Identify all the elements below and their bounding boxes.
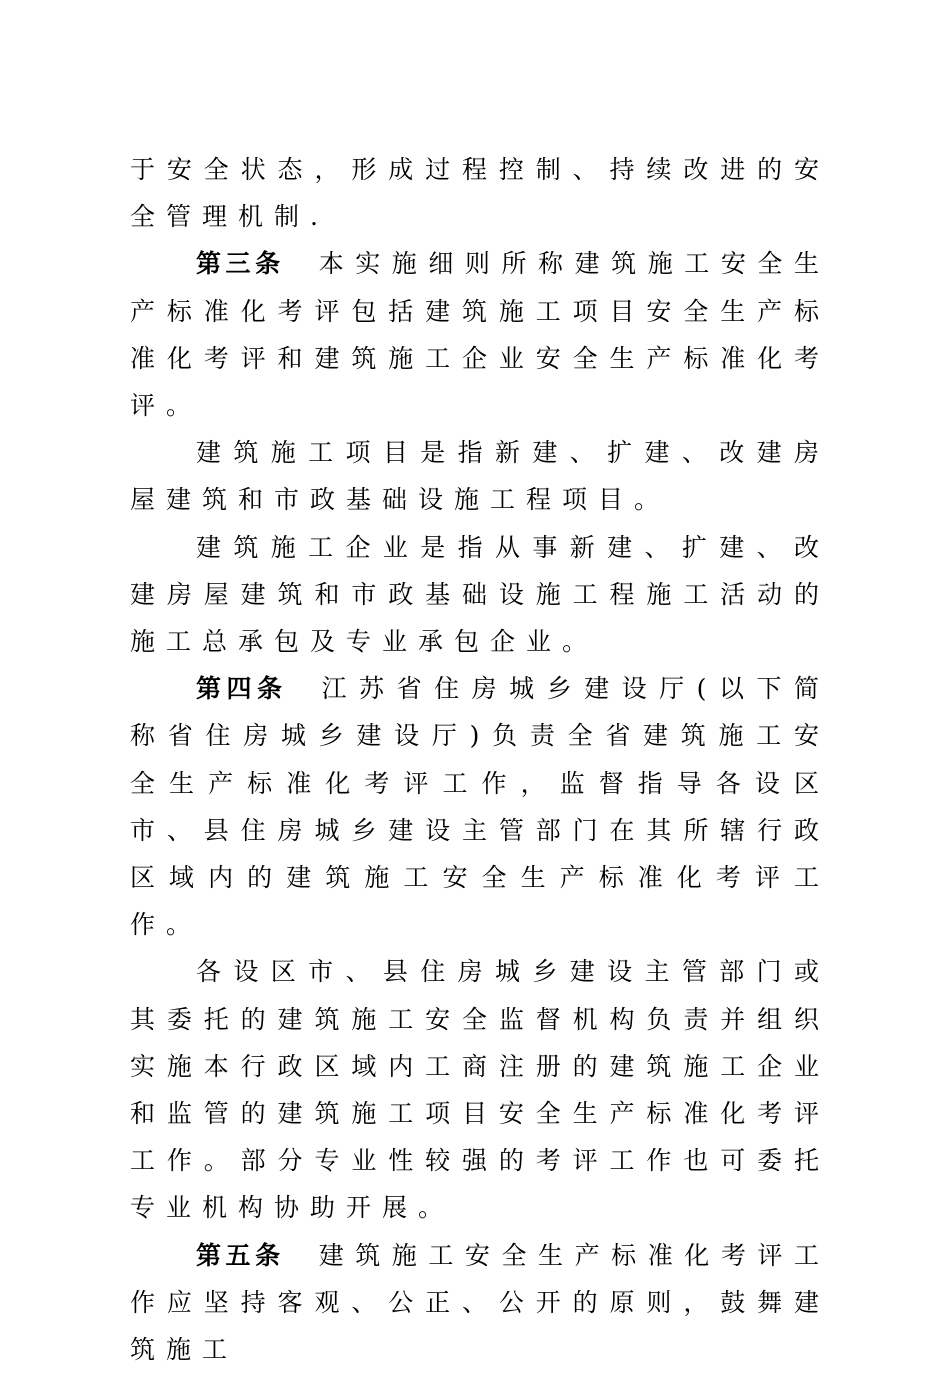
paragraph-1-text: 于安全状态，形成过程控制、持续改进的安全管理机制. [130,155,830,232]
article-5-paragraph [130,1232,830,1373]
article-3-paragraph [130,240,830,429]
paragraph-1 [130,146,830,240]
article-4-paragraph [130,665,830,948]
project-definition-text: 建筑施工项目是指新建、扩建、改建房屋建筑和市政基础设施工程项目。 [130,438,830,515]
article-3-heading: 第三条 [196,249,285,279]
article-5-text: 建筑施工安全生产标准化考评工作应坚持客观、公正、公开的原则，鼓舞建筑施工 [130,1240,830,1365]
article-4-text: 江苏省住房城乡建设厅(以下简称省住房城乡建设厅)负责全省建筑施工安全生产标准化考评工作，监督指导各设区市、县住房城乡建设主管部门在其所辖行政区域内的建筑施工安全生产标准化考评工作。 [130,674,830,940]
paragraph-local-authorities [130,948,830,1231]
local-authorities-text: 各设区市、县住房城乡建设主管部门或其委托的建筑施工安全监督机构负责并组织实施本行政区域内工商注册的建筑施工企业和监管的建筑施工项目安全生产标准化考评工作。部分专业性较强的考评工作也可委托专业机构协助开展。 [130,957,830,1223]
article-5-heading: 第五条 [196,1240,285,1270]
document-page [130,146,830,1373]
article-4-heading: 第四条 [196,674,288,704]
enterprise-definition-text: 建筑施工企业是指从事新建、扩建、改建房屋建筑和市政基础设施工程施工活动的施工总承包及专业承包企业。 [130,532,830,657]
paragraph-enterprise-definition [130,524,830,666]
paragraph-project-definition [130,429,830,523]
article-3-text: 本实施细则所称建筑施工安全生产标准化考评包括建筑施工项目安全生产标准化考评和建筑施工企业安全生产标准化考评。 [130,249,830,421]
